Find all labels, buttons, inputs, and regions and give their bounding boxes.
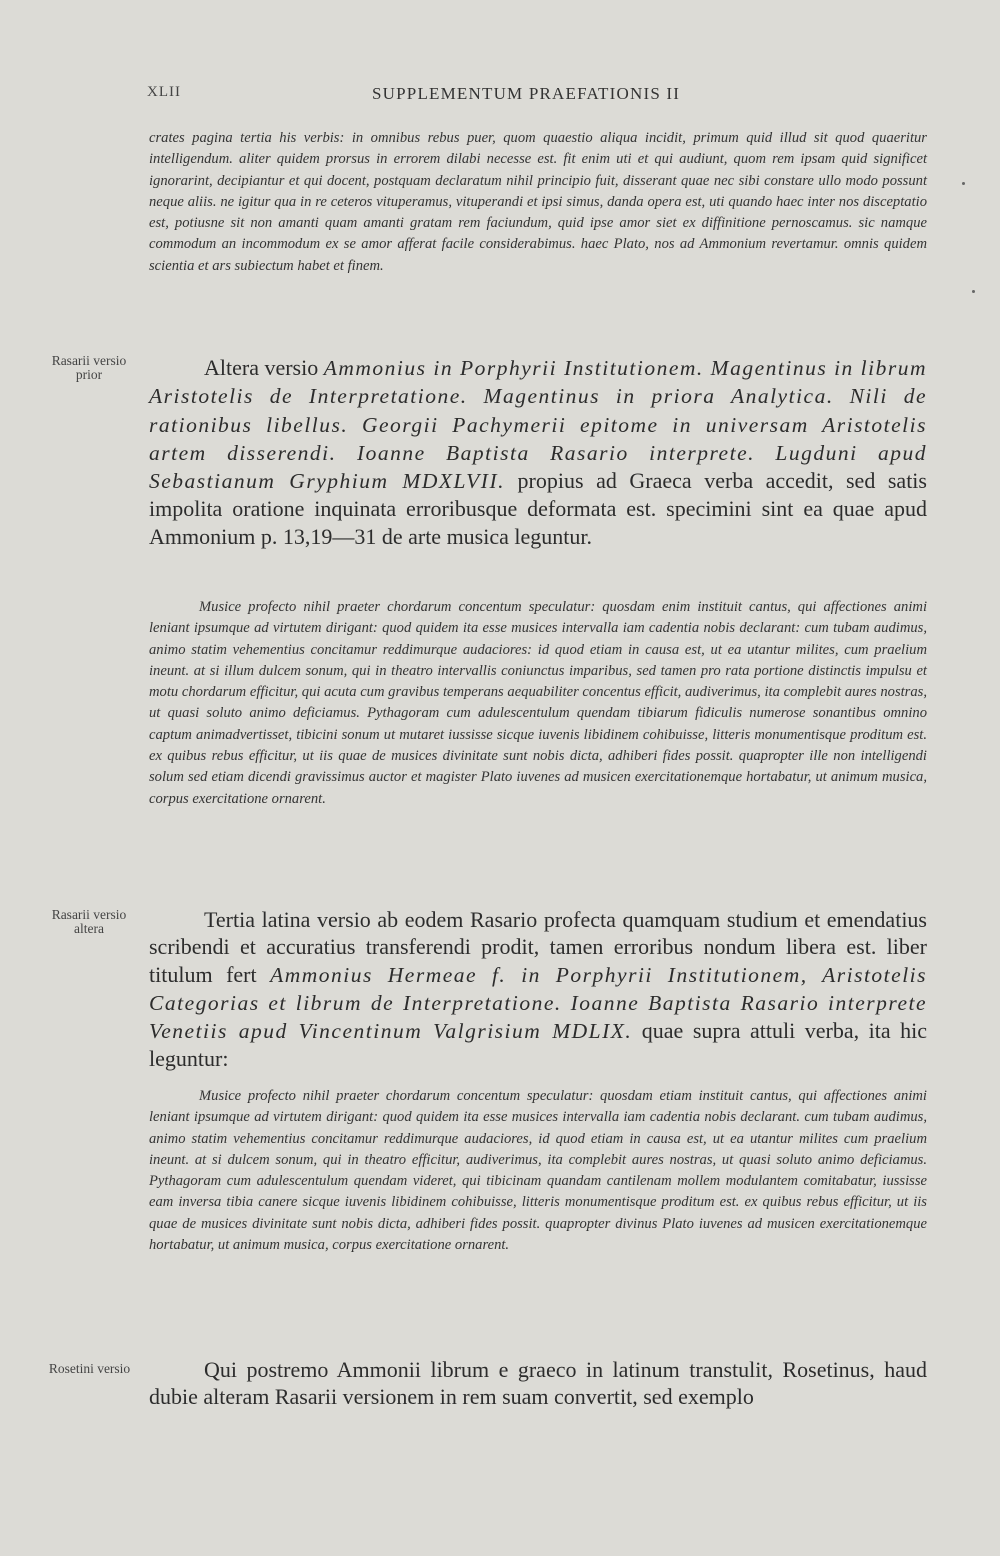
margin-note-line: Rosetini versio: [48, 1361, 131, 1376]
paragraph-text: Qui postremo Ammonii librum e graeco in latinum transtulit, Rosetinus, haud dubie alteram Rasarii versionem in rem suam convertit, sed exemplo: [149, 1357, 927, 1410]
page-header: [147, 84, 707, 108]
margin-note-line: Rasarii versio: [51, 907, 127, 922]
paragraph-rosetinus: [149, 1356, 927, 1411]
quotation-rasario-prior: [149, 597, 927, 810]
paragraph-rest: propius ad Graeca verba accedit, sed satis impolita oratione inquinata erroribusque deformata est. specimini sint ea quae apud Ammonium p. 13,19—31 de arte musica leguntur.: [149, 468, 927, 549]
paragraph-altera-versio: [149, 354, 927, 550]
running-title: SUPPLEMENTUM PRAEFATIONIS II: [372, 84, 681, 103]
margin-note-line: prior: [75, 367, 103, 382]
paragraph-tertia-versio: [149, 906, 927, 1073]
paragraph-lead: Altera versio: [204, 355, 319, 380]
margin-note-rasarii-altera: [30, 908, 148, 936]
margin-note-line: altera: [74, 921, 104, 936]
paper-speck: [962, 182, 965, 185]
quotation-text: Musice profecto nihil praeter chordarum concentum speculatur: quosdam enim instituit cantus, qui affectiones animi leniant ipsumque ad virtutem dirigant: quod quidem ita esse musices intervalla iam cadentia nobis declarant: cum tubam audimus, animo statim vehementius concitamur reddimurque audaciores: id quod etiam in causa est, ut ea utantur milites, cum praelium ineunt. at si illum dulcem sonum, qui in theatro intervallis coniunctus imparibus, sed tamen pro rata portione distinctis impulsu et motu chordarum efficitur, qui acuta cum gravibus temperans aequabiliter concentus efficit, audiverimus, ita complebit aures nostras, ut quasi soluto animo deficiamus. Pythagoram cum adulescentulum quendam tibiarum fidiculis numerose sonantibus omnino captum animadvertisset, tibicini sonum ut mutaret iussisse sicque iuvenis libidinem cohibuisse, litteris monumentisque proditum est. ex quibus rebus efficitur, ut iis quae de musices divinitate sunt nobis dicta, adhiberi fides possit. quapropter ille non intelligendi solum sed etiam dicendi gravissimus auctor et magister Plato iuvenes ad musicen exercitationemque hortabatur, ut animum musica, corpus exercitatione ornarent.: [149, 599, 927, 807]
margin-note-line: Rasarii versio: [51, 353, 127, 368]
page-number: XLII: [147, 84, 181, 100]
margin-note-rosetini: [22, 1362, 157, 1376]
margin-note-rasarii-prior: [30, 354, 148, 382]
quotation-text: Musice profecto nihil praeter chordarum concentum speculatur: quosdam etiam instituit cantus, qui affectiones animi leniant ipsumque ad virtutem dirigant: quod quidem ita esse musices intervalla iam cadentia nobis declarant. cum tubam audimus, animo statim vehementius concitamur reddimurque audaciores, id quod etiam in causa est, ut ea utantur milites cum praelium ineunt. at si dulcem sonum, qui in theatro efficitur, audiverimus, ita complebit aures nostras, ut quasi soluto animo deficiamus. Pythagoram cum adulescentulum quendam videret, qui tibicinam quandam cantilenam mollem modulantem comitabatur, iussisse eam inversa tibia canere sicque iuvenis libidinem cohibuisse, litteris monumentisque proditum est. ex quibus rebus efficitur, ut iis quae de musices divinitate sunt nobis dicta, adhiberi fides possit. quapropter divinus Plato iuvenes ad musicen exercitationemque hortabatur, ut animum musica, corpus exercitatione ornarent.: [149, 1088, 927, 1254]
paragraph-lead: Tertia latina versio ab eodem Rasario profecta quamquam studium et emendatius scribendi et accuratius transferendi prodit, tamen erroribus nondum libera est. liber titulum fert: [149, 907, 927, 987]
paragraph-rest: quae supra attuli verba, ita hic leguntur:: [149, 1018, 928, 1072]
quotation-rasario-altera: [149, 1086, 927, 1256]
book-title: Ammonius in Porphyrii Institutionem. Magentinus in librum Aristotelis de Interpretatione. Magentinus in priora Analytica. Nili de rationibus libellus. Georgii Pachymerii epitome in universam Aristotelis artem disserendi. Ioanne Baptista Rasario interprete. Lugduni apud Sebastianum Gryphium MDXLVII.: [149, 356, 928, 494]
quotation-text: crates pagina tertia his verbis: in omnibus rebus puer, quom quaestio aliqua incidit, primum quid illud sit quod quaeritur intelligendum. aliter quidem prorsus in errorem dilabi necesse est. fit enim uti et qui audiunt, quom rem ipsam quid significet ignorarint, decipiantur et qui docent, postquam declaratum nihil principio fuit, disserant quae nec sibi constare ullo modo possunt neque aliis. ne igitur qua in re ceteros vituperamus, vituperandi et ipsi simus, danda opera est, uti quando haec inter nos disceptatio est, potiusne sit non amanti quam amanti gratam rem faciundum, quid ipse amor siet ex diffinitione pernoscamus. sic namque commodum an incommodum ex se amor afferat facile considerabimus. haec Plato, nos ad Ammonium revertamur. omnis quidem scientia et ars subiectum habet et finem.: [149, 130, 927, 274]
quotation-continuation: [149, 128, 927, 354]
book-title: Ammonius Hermeae f. in Porphyrii Institutionem, Aristotelis Categorias et librum de Interpretatione. Ioanne Baptista Rasario interprete Venetiis apud Vincentinum Valgrisium MDLIX.: [149, 962, 928, 1044]
paper-speck: [972, 290, 975, 293]
